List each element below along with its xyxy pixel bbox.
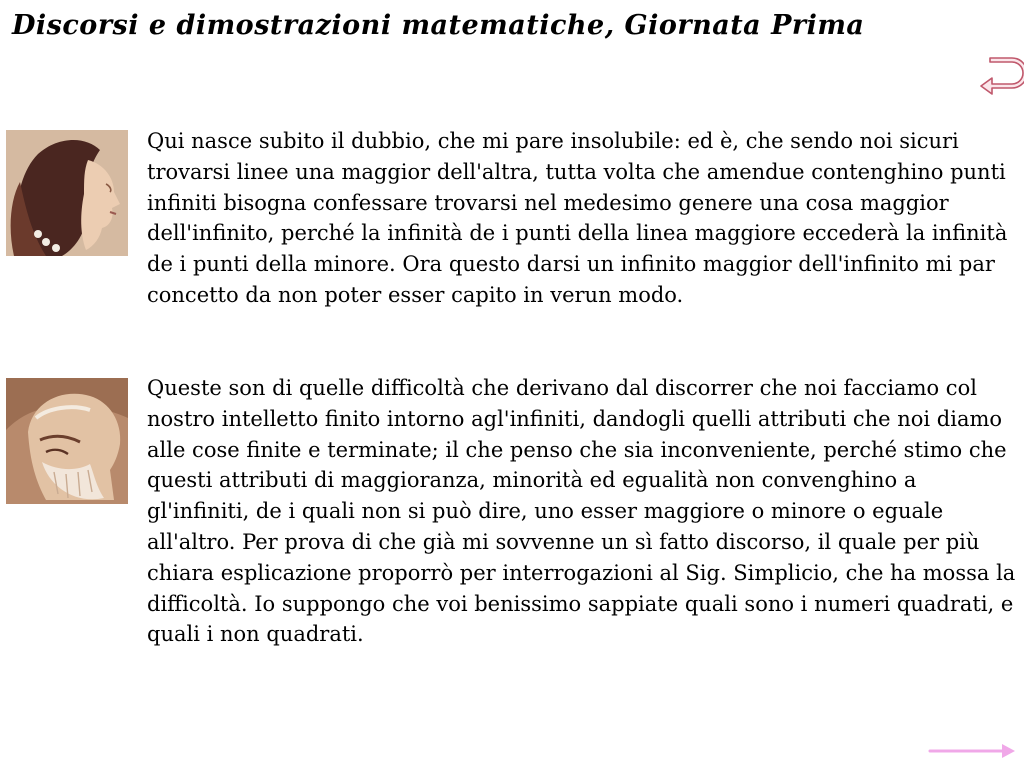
page-title: Discorsi e dimostrazioni matematiche, Giornata Prima	[12, 10, 865, 41]
dialogue-speech-1: Qui nasce subito il dubbio, che mi pare insolubile: ed è, che sendo noi sicuri trovarsi linee una maggior dell'altra, tutta volta che amendue contenghino punti infiniti bisogna confessare trovarsi nel medesimo genere una cosa maggior dell'infinito, perché la infinità de i punti della linea maggiore eccederà la infinità de i punti della minore. Ora questo darsi un infinito maggior dell'infinito mi par concetto da non poter esser capito in verun modo.	[147, 129, 1008, 307]
right-arrow-icon	[928, 739, 1018, 763]
back-button[interactable]	[978, 56, 1024, 96]
speaker-portrait-2	[6, 378, 128, 504]
speaker-portrait-woman-icon	[6, 130, 128, 256]
speaker-portrait-1	[6, 130, 128, 256]
speaker-portrait-bearded-man-icon	[6, 378, 128, 504]
next-button[interactable]	[928, 739, 1018, 763]
return-arrow-icon	[978, 56, 1024, 96]
dialogue-speech-2: Queste son di quelle difficoltà che derivano dal discorrer che noi facciamo col nostro intelletto finito intorno agl'infiniti, dandogli quelli attributi che noi diamo alle cose finite e terminate; il che penso che sia inconveniente, perché stimo che questi attributi di maggioranza, minorità ed egualità non convenghino a gl'infiniti, de i quali non si può dire, uno esser maggiore o minore o eguale all'altro. Per prova di che già mi sovvenne un sì fatto discorso, il quale per più chiara esplicazione proporrò per interrogazioni al Sig. Simplicio, che ha mossa la difficoltà. Io suppongo che voi benissimo sappiate quali sono i numeri quadrati, e quali i non quadrati.	[147, 376, 1016, 647]
